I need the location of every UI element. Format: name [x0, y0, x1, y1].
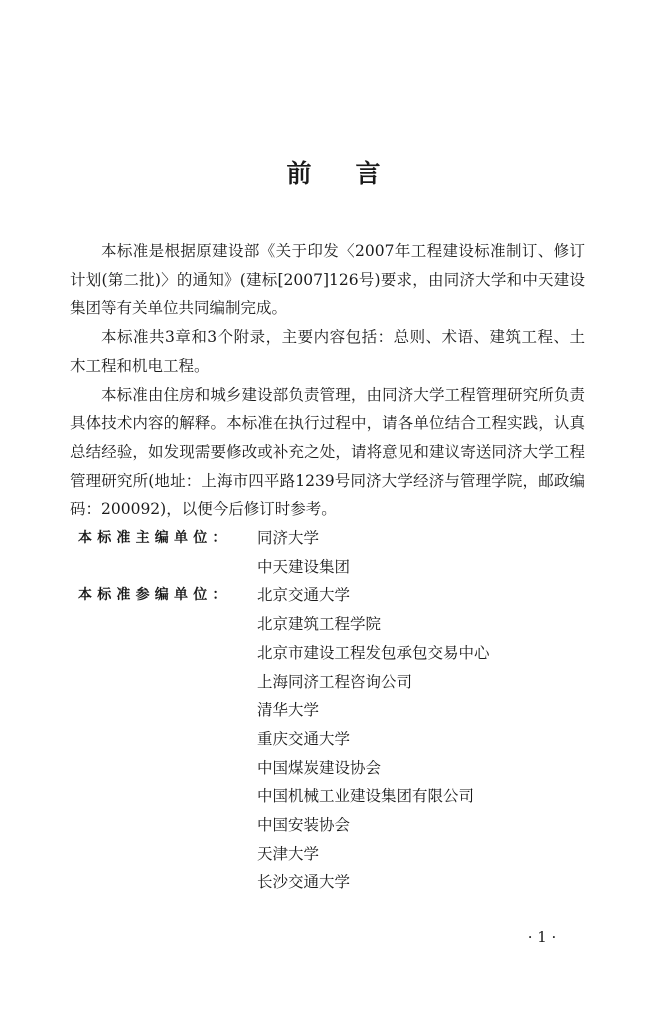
chief-units-list [257, 524, 350, 581]
paragraph-management: 本标准由住房和城乡建设部负责管理，由同济大学工程管理研究所负责具体技术内容的解释。本标准在执行过程中，请各单位结合工程实践，认真总结经验，如发现需要修改或补充之处，请将意见和建议寄送同济大学工程管理研究所(地址：上海市四平路1239号同济大学经济与管理学院，邮政编码：200092)，以便今后修订时参考。 [70, 385, 585, 519]
preface-body [70, 237, 585, 897]
paragraph-basis: 本标准是根据原建设部《关于印发〈2007年工程建设标准制订、修订计划(第二批)〉的通知》(建标[2007]126号)要求，由同济大学和中天建设集团等有关单位共同编制完成。 [70, 242, 585, 318]
participating-units-list [257, 581, 490, 897]
unit-item: 中国煤炭建设协会 [257, 758, 382, 777]
unit-item: 中国机械工业建设集团有限公司 [257, 787, 475, 806]
paragraph-contents: 本标准共3章和3个附录，主要内容包括：总则、术语、建筑工程、土木工程和机电工程。 [70, 328, 585, 375]
unit-item: 长沙交通大学 [257, 873, 351, 892]
participating-units-section [70, 581, 585, 897]
unit-item: 中国安装协会 [257, 816, 351, 835]
chief-units-section [70, 524, 585, 581]
unit-item: 清华大学 [257, 701, 320, 720]
page-number: · 1 · [527, 928, 557, 946]
unit-item: 北京建筑工程学院 [257, 615, 382, 634]
unit-item: 北京市建设工程发包承包交易中心 [257, 643, 490, 662]
page-title: 前言 [286, 159, 425, 188]
chief-units-label: 本标准主编单位： [78, 530, 232, 547]
unit-item: 重庆交通大学 [257, 729, 351, 748]
unit-item: 中天建设集团 [257, 557, 351, 576]
unit-item: 上海同济工程咨询公司 [257, 672, 413, 691]
unit-item: 同济大学 [257, 529, 320, 548]
unit-item: 北京交通大学 [257, 586, 351, 605]
participating-units-label: 本标准参编单位： [78, 587, 232, 604]
unit-item: 天津大学 [257, 844, 320, 863]
